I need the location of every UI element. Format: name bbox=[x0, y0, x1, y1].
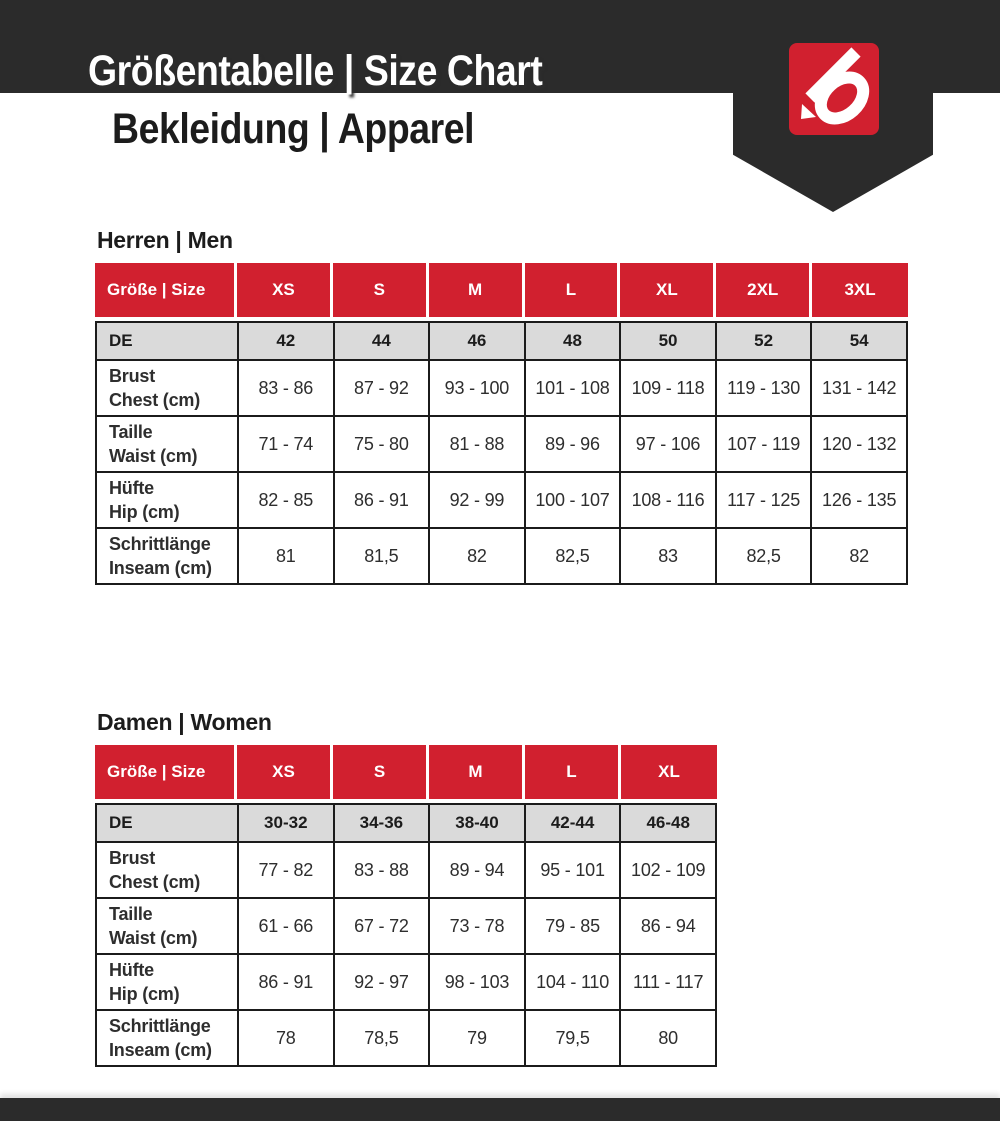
measurements-table-women bbox=[95, 803, 717, 1067]
size-header-l: L bbox=[525, 263, 621, 317]
measure-label bbox=[96, 472, 238, 528]
measure-value-cell: 83 - 88 bbox=[334, 842, 430, 898]
measure-label bbox=[96, 842, 238, 898]
measure-value-cell: 78,5 bbox=[334, 1010, 430, 1066]
measure-value-cell: 79 bbox=[429, 1010, 525, 1066]
measure-value-cell: 81,5 bbox=[334, 528, 430, 584]
section-title-women: Damen | Women bbox=[97, 709, 272, 735]
measure-value-cell: 67 - 72 bbox=[334, 898, 430, 954]
measure-label-en: Chest (cm) bbox=[109, 872, 201, 892]
measure-value-cell: 117 - 125 bbox=[716, 472, 812, 528]
measure-value-cell: 131 - 142 bbox=[811, 360, 907, 416]
measure-value-cell: 93 - 100 bbox=[429, 360, 525, 416]
measure-value-cell: 111 - 117 bbox=[620, 954, 716, 1010]
measure-label bbox=[96, 954, 238, 1010]
measure-value-cell: 87 - 92 bbox=[334, 360, 430, 416]
measure-value-cell: 77 - 82 bbox=[238, 842, 334, 898]
measure-row-inseam bbox=[96, 1010, 716, 1066]
measure-value-cell: 98 - 103 bbox=[429, 954, 525, 1010]
measure-value-cell: 61 - 66 bbox=[238, 898, 334, 954]
page-title: Größentabelle | Size Chart bbox=[88, 47, 543, 95]
measure-value-cell: 75 - 80 bbox=[334, 416, 430, 472]
size-header-2xl: 2XL bbox=[716, 263, 812, 317]
measure-value-cell: 82 bbox=[429, 528, 525, 584]
measure-label-en: Chest (cm) bbox=[109, 390, 201, 410]
measure-value-cell: 97 - 106 bbox=[620, 416, 716, 472]
de-value-cell: 48 bbox=[525, 322, 621, 360]
de-value-cell: 54 bbox=[811, 322, 907, 360]
five-ten-logo-mark bbox=[789, 43, 879, 135]
measure-label-de: Taille bbox=[109, 903, 153, 924]
five-ten-logo bbox=[789, 43, 879, 135]
measure-value-cell: 80 bbox=[620, 1010, 716, 1066]
measure-value-cell: 126 - 135 bbox=[811, 472, 907, 528]
measure-value-cell: 81 - 88 bbox=[429, 416, 525, 472]
de-label: DE bbox=[96, 804, 238, 842]
measure-value-cell: 102 - 109 bbox=[620, 842, 716, 898]
measure-value-cell: 101 - 108 bbox=[525, 360, 621, 416]
measure-value-cell: 119 - 130 bbox=[716, 360, 812, 416]
size-header-row-women bbox=[95, 745, 717, 799]
de-value-cell: 42-44 bbox=[525, 804, 621, 842]
measure-label bbox=[96, 898, 238, 954]
measure-label-en: Hip (cm) bbox=[109, 984, 180, 1004]
measure-label bbox=[96, 528, 238, 584]
measure-label bbox=[96, 1010, 238, 1066]
measure-row-hip bbox=[96, 954, 716, 1010]
measure-row-hip bbox=[96, 472, 907, 528]
measurements-table-men bbox=[95, 321, 908, 585]
measure-label-de: Brust bbox=[109, 847, 156, 868]
measure-value-cell: 79 - 85 bbox=[525, 898, 621, 954]
size-header-3xl: 3XL bbox=[812, 263, 908, 317]
size-table-women bbox=[95, 745, 717, 1067]
measure-label-de: Schrittlänge bbox=[109, 1015, 211, 1036]
de-value-cell: 30-32 bbox=[238, 804, 334, 842]
size-header-l: L bbox=[525, 745, 621, 799]
measure-value-cell: 109 - 118 bbox=[620, 360, 716, 416]
size-header-xs: XS bbox=[237, 263, 333, 317]
measure-label-de: Taille bbox=[109, 421, 153, 442]
de-value-cell: 46 bbox=[429, 322, 525, 360]
measure-label bbox=[96, 416, 238, 472]
size-header-label: Größe | Size bbox=[95, 745, 237, 799]
size-header-xl: XL bbox=[621, 745, 717, 799]
size-header-xl: XL bbox=[620, 263, 716, 317]
measure-label-de: Hüfte bbox=[109, 959, 154, 980]
size-header-row-men bbox=[95, 263, 908, 317]
de-value-cell: 50 bbox=[620, 322, 716, 360]
measure-value-cell: 107 - 119 bbox=[716, 416, 812, 472]
measure-label-en: Waist (cm) bbox=[109, 446, 198, 466]
page-subtitle: Bekleidung | Apparel bbox=[112, 105, 475, 153]
measure-value-cell: 86 - 91 bbox=[238, 954, 334, 1010]
measure-value-cell: 81 bbox=[238, 528, 334, 584]
measure-row-inseam bbox=[96, 528, 907, 584]
size-header-m: M bbox=[429, 745, 525, 799]
measure-value-cell: 82 - 85 bbox=[238, 472, 334, 528]
measure-label bbox=[96, 360, 238, 416]
de-value-cell: 52 bbox=[716, 322, 812, 360]
measure-row-waist bbox=[96, 898, 716, 954]
size-header-s: S bbox=[333, 263, 429, 317]
measure-value-cell: 82,5 bbox=[525, 528, 621, 584]
de-label: DE bbox=[96, 322, 238, 360]
measure-value-cell: 95 - 101 bbox=[525, 842, 621, 898]
measure-value-cell: 83 - 86 bbox=[238, 360, 334, 416]
measure-value-cell: 83 bbox=[620, 528, 716, 584]
measure-label-en: Inseam (cm) bbox=[109, 1040, 212, 1060]
measure-value-cell: 108 - 116 bbox=[620, 472, 716, 528]
measure-value-cell: 86 - 94 bbox=[620, 898, 716, 954]
section-title-men: Herren | Men bbox=[97, 227, 233, 253]
measure-label-de: Hüfte bbox=[109, 477, 154, 498]
measure-label-en: Waist (cm) bbox=[109, 928, 198, 948]
measure-value-cell: 104 - 110 bbox=[525, 954, 621, 1010]
measure-row-chest bbox=[96, 360, 907, 416]
de-row bbox=[96, 322, 907, 360]
measure-value-cell: 78 bbox=[238, 1010, 334, 1066]
measure-value-cell: 89 - 94 bbox=[429, 842, 525, 898]
measure-value-cell: 120 - 132 bbox=[811, 416, 907, 472]
measure-value-cell: 82 bbox=[811, 528, 907, 584]
measure-label-de: Brust bbox=[109, 365, 156, 386]
size-header-xs: XS bbox=[237, 745, 333, 799]
de-value-cell: 42 bbox=[238, 322, 334, 360]
de-value-cell: 34-36 bbox=[334, 804, 430, 842]
size-header-m: M bbox=[429, 263, 525, 317]
measure-value-cell: 82,5 bbox=[716, 528, 812, 584]
de-row bbox=[96, 804, 716, 842]
measure-label-en: Hip (cm) bbox=[109, 502, 180, 522]
measure-value-cell: 71 - 74 bbox=[238, 416, 334, 472]
size-header-s: S bbox=[333, 745, 429, 799]
measure-value-cell: 86 - 91 bbox=[334, 472, 430, 528]
measure-value-cell: 92 - 97 bbox=[334, 954, 430, 1010]
brand-pennant bbox=[733, 0, 933, 212]
de-value-cell: 38-40 bbox=[429, 804, 525, 842]
measure-value-cell: 89 - 96 bbox=[525, 416, 621, 472]
measure-value-cell: 79,5 bbox=[525, 1010, 621, 1066]
de-value-cell: 46-48 bbox=[620, 804, 716, 842]
measure-row-waist bbox=[96, 416, 907, 472]
footer-bar bbox=[0, 1098, 1000, 1121]
measure-value-cell: 92 - 99 bbox=[429, 472, 525, 528]
measure-label-en: Inseam (cm) bbox=[109, 558, 212, 578]
size-header-label: Größe | Size bbox=[95, 263, 237, 317]
de-value-cell: 44 bbox=[334, 322, 430, 360]
measure-label-de: Schrittlänge bbox=[109, 533, 211, 554]
measure-value-cell: 100 - 107 bbox=[525, 472, 621, 528]
size-table-men bbox=[95, 263, 908, 585]
measure-row-chest bbox=[96, 842, 716, 898]
measure-value-cell: 73 - 78 bbox=[429, 898, 525, 954]
